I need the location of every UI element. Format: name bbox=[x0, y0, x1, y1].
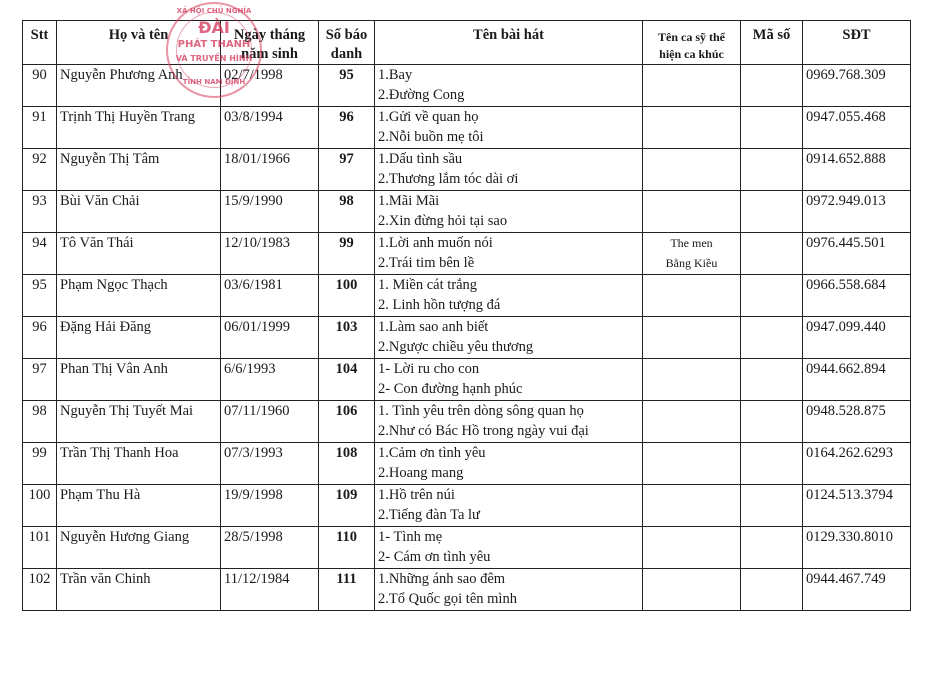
row-dob: 15/9/1990 bbox=[221, 191, 319, 233]
song-title: 1.Làm sao anh biết bbox=[378, 319, 489, 335]
table-row bbox=[23, 359, 911, 401]
row-songs bbox=[375, 401, 643, 443]
row-sbd: 104 bbox=[319, 359, 375, 401]
header-name: Họ và tên bbox=[57, 21, 221, 65]
row-songs bbox=[375, 317, 643, 359]
table-row bbox=[23, 485, 911, 527]
row-code bbox=[741, 107, 803, 149]
row-songs bbox=[375, 233, 643, 275]
song-title: 1.Lời anh muốn nói bbox=[378, 235, 493, 251]
table-row bbox=[23, 107, 911, 149]
row-code bbox=[741, 65, 803, 107]
table-row bbox=[23, 65, 911, 107]
row-sbd: 111 bbox=[319, 569, 375, 611]
row-code bbox=[741, 443, 803, 485]
row-phone: 0976.445.501 bbox=[803, 233, 911, 275]
row-dob: 28/5/1998 bbox=[221, 527, 319, 569]
row-phone: 0972.949.013 bbox=[803, 191, 911, 233]
row-phone: 0944.662.894 bbox=[803, 359, 911, 401]
stamp-text-phat-thanh: PHÁT THANH bbox=[177, 39, 251, 50]
row-singer bbox=[643, 191, 741, 233]
row-name: Phạm Ngọc Thạch bbox=[57, 275, 221, 317]
header-singer: Tên ca sỹ thể hiện ca khúc bbox=[643, 21, 741, 65]
row-stt: 90 bbox=[23, 65, 57, 107]
song-title: 2- Cám ơn tình yêu bbox=[378, 549, 491, 565]
row-stt: 102 bbox=[23, 569, 57, 611]
row-dob: 03/6/1981 bbox=[221, 275, 319, 317]
row-dob: 07/11/1960 bbox=[221, 401, 319, 443]
row-singer bbox=[643, 359, 741, 401]
row-phone: 0914.652.888 bbox=[803, 149, 911, 191]
row-sbd: 106 bbox=[319, 401, 375, 443]
row-songs bbox=[375, 65, 643, 107]
row-dob: 12/10/1983 bbox=[221, 233, 319, 275]
row-singer bbox=[643, 317, 741, 359]
row-stt: 99 bbox=[23, 443, 57, 485]
row-code bbox=[741, 569, 803, 611]
row-phone: 0969.768.309 bbox=[803, 65, 911, 107]
row-sbd: 97 bbox=[319, 149, 375, 191]
row-songs bbox=[375, 485, 643, 527]
row-code bbox=[741, 485, 803, 527]
row-name: Trịnh Thị Huyền Trang bbox=[57, 107, 221, 149]
row-name: Phạm Thu Hà bbox=[57, 485, 221, 527]
row-songs bbox=[375, 569, 643, 611]
row-name: Đặng Hải Đăng bbox=[57, 317, 221, 359]
stamp-text-top: XÃ HỘI CHỦ NGHĨA bbox=[176, 7, 252, 15]
row-dob: 02/7/1998 bbox=[221, 65, 319, 107]
row-stt: 94 bbox=[23, 233, 57, 275]
song-title: 1.Cảm ơn tình yêu bbox=[378, 445, 486, 461]
row-phone: 0124.513.3794 bbox=[803, 485, 911, 527]
row-stt: 100 bbox=[23, 485, 57, 527]
song-title: 1. Tình yêu trên dòng sông quan họ bbox=[378, 403, 584, 419]
contestant-table bbox=[22, 20, 911, 611]
row-singer bbox=[643, 401, 741, 443]
row-singer bbox=[643, 107, 741, 149]
row-songs bbox=[375, 527, 643, 569]
row-sbd: 108 bbox=[319, 443, 375, 485]
header-phone: SĐT bbox=[803, 21, 911, 65]
row-songs bbox=[375, 443, 643, 485]
row-stt: 95 bbox=[23, 275, 57, 317]
table-row bbox=[23, 527, 911, 569]
song-title: 2.Ngược chiều yêu thương bbox=[378, 339, 534, 355]
row-sbd: 103 bbox=[319, 317, 375, 359]
row-sbd: 99 bbox=[319, 233, 375, 275]
header-dob: Ngày tháng năm sinh bbox=[221, 21, 319, 65]
row-sbd: 109 bbox=[319, 485, 375, 527]
table-row bbox=[23, 233, 911, 275]
row-phone: 0947.099.440 bbox=[803, 317, 911, 359]
row-sbd: 98 bbox=[319, 191, 375, 233]
song-title: 1.Mãi Mãi bbox=[378, 193, 440, 209]
song-title: 2.Trái tim bên lề bbox=[378, 255, 475, 271]
row-songs bbox=[375, 107, 643, 149]
row-singer bbox=[643, 275, 741, 317]
row-singer bbox=[643, 443, 741, 485]
row-name: Trần Thị Thanh Hoa bbox=[57, 443, 221, 485]
row-code bbox=[741, 233, 803, 275]
row-dob: 07/3/1993 bbox=[221, 443, 319, 485]
row-singer bbox=[643, 569, 741, 611]
row-phone: 0947.055.468 bbox=[803, 107, 911, 149]
table-row bbox=[23, 443, 911, 485]
row-dob: 03/8/1994 bbox=[221, 107, 319, 149]
row-phone: 0129.330.8010 bbox=[803, 527, 911, 569]
row-stt: 96 bbox=[23, 317, 57, 359]
row-code bbox=[741, 401, 803, 443]
singer-name: The men bbox=[670, 236, 713, 250]
song-title: 1.Những ánh sao đêm bbox=[378, 571, 506, 587]
table-row bbox=[23, 191, 911, 233]
song-title: 1.Bay bbox=[378, 67, 413, 83]
song-title: 1. Miền cát trắng bbox=[378, 277, 478, 293]
row-sbd: 95 bbox=[319, 65, 375, 107]
row-phone: 0966.558.684 bbox=[803, 275, 911, 317]
table-row bbox=[23, 275, 911, 317]
row-sbd: 96 bbox=[319, 107, 375, 149]
header-songs: Tên bài hát bbox=[375, 21, 643, 65]
row-phone: 0944.467.749 bbox=[803, 569, 911, 611]
song-title: 1.Hồ trên núi bbox=[378, 487, 455, 503]
row-songs bbox=[375, 191, 643, 233]
row-name: Nguyễn Thị Tuyết Mai bbox=[57, 401, 221, 443]
row-stt: 97 bbox=[23, 359, 57, 401]
song-title: 2.Đường Cong bbox=[378, 87, 465, 103]
row-phone: 0164.262.6293 bbox=[803, 443, 911, 485]
stamp-text-truyen-hinh: VÀ TRUYỀN HÌNH bbox=[175, 54, 253, 63]
row-singer bbox=[643, 65, 741, 107]
table-row bbox=[23, 401, 911, 443]
row-stt: 101 bbox=[23, 527, 57, 569]
song-title: 1.Dấu tình sầu bbox=[378, 151, 463, 167]
row-singer bbox=[643, 233, 741, 275]
song-title: 2.Nỗi buồn mẹ tôi bbox=[378, 129, 484, 145]
stamp-text-province: TỈNH NAM ĐỊNH bbox=[182, 78, 246, 86]
row-code bbox=[741, 527, 803, 569]
header-stt: Stt bbox=[23, 21, 57, 65]
song-title: 2.Tổ Quốc gọi tên mình bbox=[378, 591, 517, 607]
row-code bbox=[741, 191, 803, 233]
row-songs bbox=[375, 275, 643, 317]
table-row bbox=[23, 149, 911, 191]
row-stt: 98 bbox=[23, 401, 57, 443]
table-row bbox=[23, 317, 911, 359]
row-name: Trần văn Chinh bbox=[57, 569, 221, 611]
stamp-text-dai: ĐÀI bbox=[198, 18, 230, 37]
row-dob: 06/01/1999 bbox=[221, 317, 319, 359]
row-singer bbox=[643, 527, 741, 569]
row-code bbox=[741, 317, 803, 359]
row-singer bbox=[643, 485, 741, 527]
row-songs bbox=[375, 149, 643, 191]
row-name: Nguyễn Hương Giang bbox=[57, 527, 221, 569]
row-songs bbox=[375, 359, 643, 401]
row-sbd: 100 bbox=[319, 275, 375, 317]
table-row bbox=[23, 569, 911, 611]
song-title: 2.Như có Bác Hồ trong ngày vui đại bbox=[378, 423, 589, 439]
row-stt: 93 bbox=[23, 191, 57, 233]
row-code bbox=[741, 359, 803, 401]
row-stt: 92 bbox=[23, 149, 57, 191]
row-name: Bùi Văn Chải bbox=[57, 191, 221, 233]
header-code: Mã số bbox=[741, 21, 803, 65]
row-name: Nguyễn Thị Tâm bbox=[57, 149, 221, 191]
row-stt: 91 bbox=[23, 107, 57, 149]
header-sbd: Số báo danh bbox=[319, 21, 375, 65]
song-title: 1.Gửi về quan họ bbox=[378, 109, 479, 125]
row-code bbox=[741, 149, 803, 191]
row-name: Tô Văn Thái bbox=[57, 233, 221, 275]
song-title: 2.Tiếng đàn Ta lư bbox=[378, 507, 480, 523]
row-dob: 11/12/1984 bbox=[221, 569, 319, 611]
row-name: Phan Thị Vân Anh bbox=[57, 359, 221, 401]
singer-name: Bằng Kiều bbox=[665, 256, 718, 270]
row-code bbox=[741, 275, 803, 317]
song-title: 2.Xin đừng hỏi tại sao bbox=[378, 213, 508, 229]
row-singer bbox=[643, 149, 741, 191]
song-title: 2. Linh hồn tượng đá bbox=[378, 297, 501, 313]
song-title: 1- Lời ru cho con bbox=[378, 361, 480, 377]
row-dob: 19/9/1998 bbox=[221, 485, 319, 527]
row-phone: 0948.528.875 bbox=[803, 401, 911, 443]
song-title: 1- Tình mẹ bbox=[378, 529, 443, 545]
row-name: Nguyễn Phương Anh bbox=[57, 65, 221, 107]
header-row bbox=[23, 21, 911, 65]
row-sbd: 110 bbox=[319, 527, 375, 569]
row-dob: 18/01/1966 bbox=[221, 149, 319, 191]
song-title: 2.Hoang mang bbox=[378, 465, 464, 481]
song-title: 2- Con đường hạnh phúc bbox=[378, 381, 523, 397]
row-dob: 6/6/1993 bbox=[221, 359, 319, 401]
song-title: 2.Thương lắm tóc dài ơi bbox=[378, 171, 519, 187]
